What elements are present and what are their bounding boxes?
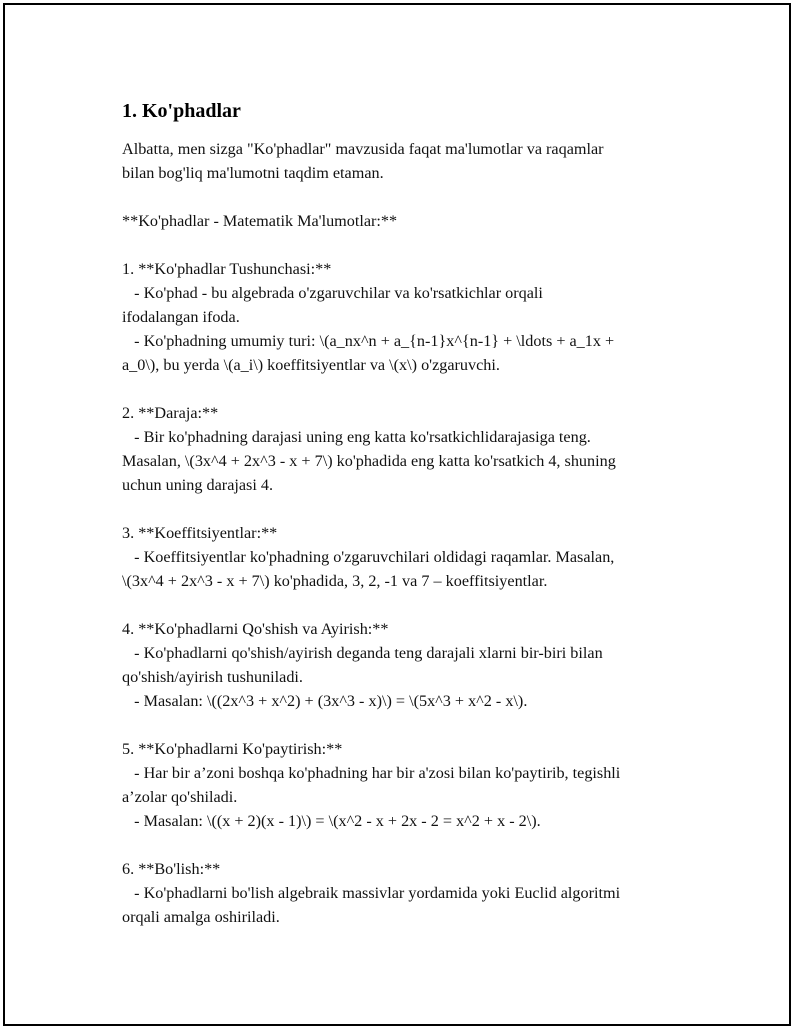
section-heading: 3. **Koeffitsiyentlar:** — [122, 524, 278, 542]
section-line: - Ko'phadlarni qo'shish/ayirish deganda teng darajali xlarni bir-biri bilan — [122, 644, 603, 662]
document-subtitle: **Ko'phadlar - Matematik Ma'lumotlar:** — [122, 212, 398, 230]
section-line: qo'shish/ayirish tushuniladi. — [122, 668, 303, 686]
section-line: orqali amalga oshiriladi. — [122, 908, 280, 926]
section-line: - Ko'phad - bu algebrada o'zgaruvchilar va ko'rsatkichlar orqali — [122, 284, 543, 302]
section-line: uchun uning darajasi 4. — [122, 476, 274, 494]
section-line: ifodalangan ifoda. — [122, 308, 240, 326]
section-line: Masalan, \(3x^4 + 2x^3 - x + 7\) ko'phadida eng katta ko'rsatkich 4, shuning — [122, 452, 616, 470]
section-6 — [122, 857, 702, 929]
spacer — [122, 185, 702, 209]
section-2 — [122, 401, 702, 497]
page-frame — [3, 3, 791, 1026]
intro-line: bilan bog'liq ma'lumotni taqdim etaman. — [122, 164, 384, 182]
section-line: - Masalan: \((x + 2)(x - 1)\) = \(x^2 - x + 2x - 2 = x^2 + x - 2\). — [122, 812, 541, 830]
section-heading: 1. **Ko'phadlar Tushunchasi:** — [122, 260, 332, 278]
spacer — [122, 833, 702, 857]
spacer — [122, 593, 702, 617]
document-title: 1. Ko'phadlar — [122, 100, 241, 122]
section-heading: 4. **Ko'phadlarni Qo'shish va Ayirish:** — [122, 620, 389, 638]
section-line: - Har bir a’zoni boshqa ko'phadning har bir a'zosi bilan ko'paytirib, tegishli — [122, 764, 621, 782]
section-heading: 5. **Ko'phadlarni Ko'paytirish:** — [122, 740, 343, 758]
spacer — [122, 377, 702, 401]
section-line: - Ko'phadlarni bo'lish algebraik massivlar yordamida yoki Euclid algoritmi — [122, 884, 621, 902]
section-5 — [122, 737, 702, 833]
spacer — [122, 233, 702, 257]
section-line: a’zolar qo'shiladi. — [122, 788, 238, 806]
section-1 — [122, 257, 702, 377]
section-line: - Ko'phadning umumiy turi: \(a_nx^n + a_{n-1}x^{n-1} + \ldots + a_1x + — [122, 332, 615, 350]
section-4 — [122, 617, 702, 713]
section-heading: 2. **Daraja:** — [122, 404, 219, 422]
section-3 — [122, 521, 702, 593]
intro-line: Albatta, men sizga "Ko'phadlar" mavzusida faqat ma'lumotlar va raqamlar — [122, 140, 604, 158]
section-heading: 6. **Bo'lish:** — [122, 860, 221, 878]
document-body — [122, 99, 702, 929]
spacer — [122, 713, 702, 737]
spacer — [122, 497, 702, 521]
section-line: \(3x^4 + 2x^3 - x + 7\) ko'phadida, 3, 2, -1 va 7 – koeffitsiyentlar. — [122, 572, 548, 590]
intro-paragraph — [122, 137, 702, 185]
section-line: - Masalan: \((2x^3 + x^2) + (3x^3 - x)\) = \(5x^3 + x^2 - x\). — [122, 692, 528, 710]
section-line: - Koeffitsiyentlar ko'phadning o'zgaruvchilari oldidagi raqamlar. Masalan, — [122, 548, 615, 566]
section-line: a_0\), bu yerda \(a_i\) koeffitsiyentlar va \(x\) o'zgaruvchi. — [122, 356, 500, 374]
section-line: - Bir ko'phadning darajasi uning eng katta ko'rsatkichlidarajasiga teng. — [122, 428, 591, 446]
